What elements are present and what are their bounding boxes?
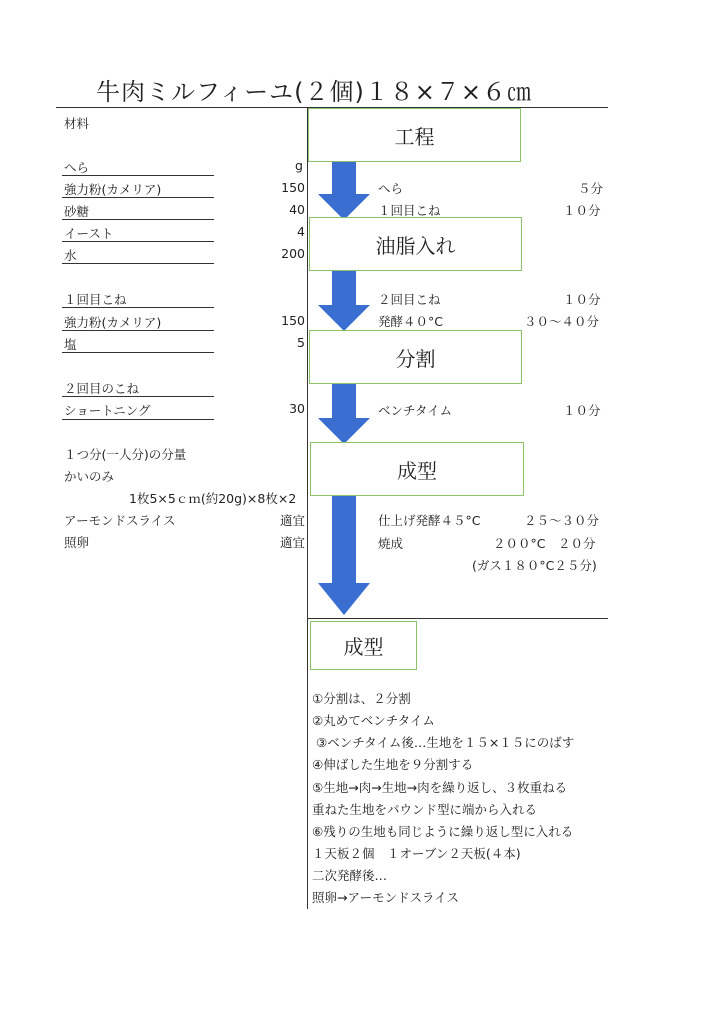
step-name: １回目こね [378, 203, 441, 218]
ingredient-name: イースト [64, 226, 114, 241]
ingredient-amount: 適宜 [279, 535, 305, 550]
filling-name: かいのみ [64, 469, 115, 484]
ingredient-name: 水 [64, 248, 77, 263]
column-divider [307, 107, 308, 909]
down-arrow-icon [316, 160, 372, 220]
page-title: 牛肉ミルフィーユ(２個)１８×７×６㎝ [96, 78, 533, 106]
step-value: １０分 [563, 203, 601, 218]
step-value: ２００°C ２０分 [493, 536, 596, 551]
down-arrow-icon [316, 495, 372, 615]
shaping-line: １天板２個 １オーブン２天板(４本) [312, 846, 521, 861]
row-rule [62, 419, 214, 420]
ingredient-name: 照卵 [64, 535, 90, 550]
gas-note: (ガス１８０°C２５分) [472, 558, 597, 573]
shaping-line: ⑤生地→肉→生地→肉を繰り返し、３枚重ねる [312, 780, 568, 795]
shaping-box: 成型 [310, 442, 524, 496]
shaping-line: 重ねた生地をパウンド型に端から入れる [312, 802, 538, 817]
ingredient-name: 砂糖 [64, 204, 90, 219]
group1-name: へら [64, 160, 90, 175]
group1-unit: g [295, 158, 303, 173]
step-value: １０分 [563, 403, 601, 418]
shaping-line: 照卵→アーモンドスライス [312, 890, 459, 905]
materials-heading: 材料 [64, 116, 90, 131]
row-rule [62, 263, 214, 264]
step-name: ２回目こね [378, 292, 441, 307]
division-box: 分割 [309, 330, 522, 384]
ingredient-name: 強力粉(カメリア) [64, 315, 162, 330]
group3-name: ２回目のこね [64, 381, 140, 396]
process-header-box: 工程 [308, 108, 521, 162]
step-value: ３０～４０分 [524, 314, 600, 329]
step-name: 発酵４０°C [378, 314, 443, 329]
ingredient-amount: 4 [297, 224, 305, 239]
ingredient-name: 強力粉(カメリア) [64, 182, 162, 197]
step-name: へら [378, 181, 404, 196]
filling-amount: 1枚5×5ｃｍ(約20g)×8枚×2 [129, 491, 297, 506]
ingredient-name: ショートニング [64, 403, 151, 418]
ingredient-amount: 200 [281, 246, 305, 261]
step-value: ２５～３０分 [524, 513, 600, 528]
fat-addition-box: 油脂入れ [309, 217, 522, 271]
step-name: 仕上げ発酵４５°C [378, 513, 481, 528]
down-arrow-icon [316, 271, 372, 331]
row-rule [62, 352, 214, 353]
shaping-line: 二次発酵後… [312, 868, 388, 883]
step-value: １０分 [563, 292, 601, 307]
ingredient-amount: 150 [281, 313, 305, 328]
shaping-heading-box: 成型 [310, 621, 417, 670]
ingredient-amount: 5 [297, 335, 305, 350]
step-value: ５分 [578, 181, 604, 196]
shaping-line: ⑥残りの生地も同じように繰り返し型に入れる [312, 824, 574, 839]
down-arrow-icon [316, 384, 372, 444]
row-rule [62, 197, 214, 198]
row-rule [62, 396, 214, 397]
ingredient-name: アーモンドスライス [64, 513, 176, 528]
row-rule [62, 219, 214, 220]
step-name: ベンチタイム [378, 403, 453, 418]
ingredient-name: 塩 [64, 337, 77, 352]
ingredient-amount: 150 [281, 180, 305, 195]
shaping-line: ②丸めてベンチタイム [312, 713, 435, 728]
shaping-line: ④伸ばした生地を９分割する [312, 757, 474, 772]
shaping-line: ①分割は、２分割 [312, 691, 411, 706]
row-rule [62, 307, 214, 308]
group2-name: １回目こね [64, 292, 127, 307]
row-rule [62, 175, 214, 176]
ingredient-amount: 適宜 [279, 513, 305, 528]
row-rule [62, 330, 214, 331]
ingredient-amount: 40 [289, 202, 305, 217]
shaping-line: ③ベンチタイム後…生地を１５×１５にのばす [316, 735, 575, 750]
ingredient-amount: 30 [289, 401, 305, 416]
portion-heading: １つ分(一人分)の分量 [64, 447, 187, 462]
section-rule [307, 618, 608, 619]
step-name: 焼成 [378, 536, 404, 551]
row-rule [62, 241, 214, 242]
